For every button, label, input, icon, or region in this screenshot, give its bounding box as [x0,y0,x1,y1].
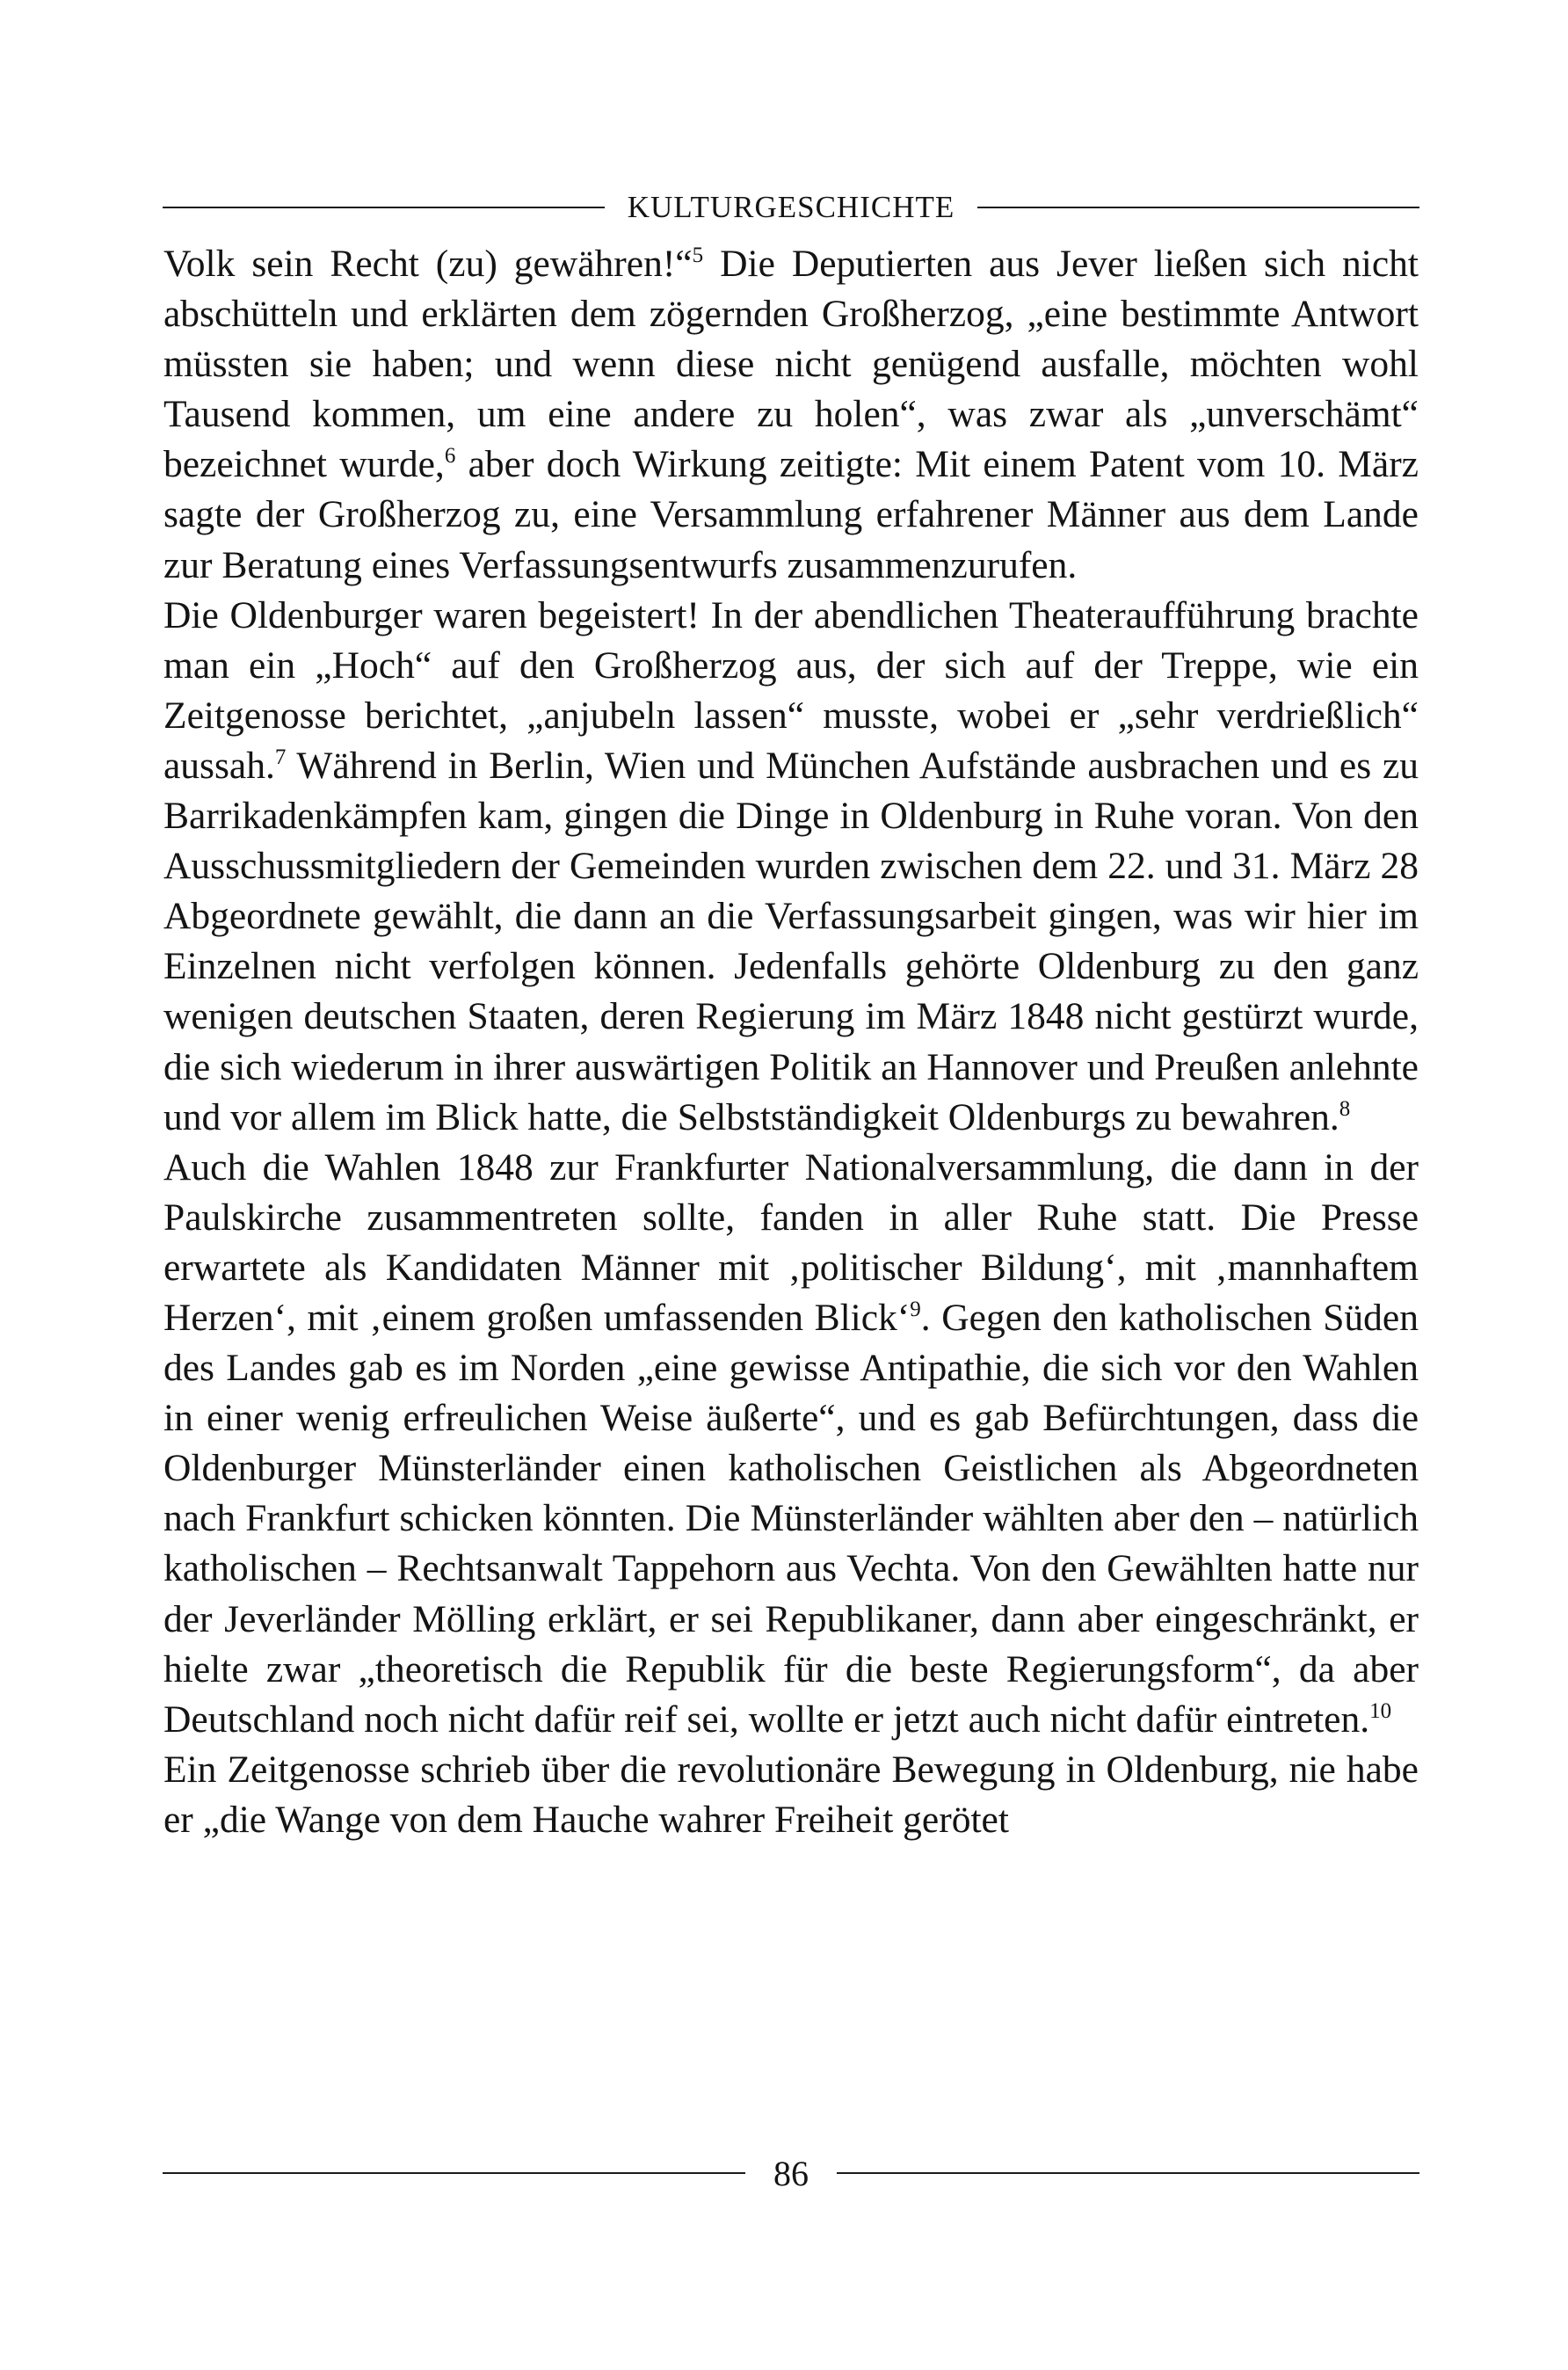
page-footer [163,2148,1419,2198]
text-run: . Gegen den katholischen Süden des Landes gab es im Norden „eine gewisse Antipathie, die sich vor den Wahlen in einer wenig erfreulichen Weise äußerte“, und es gab Befürchtungen, dass die Oldenburger Münsterländer einen katholischen Geistlichen als Abgeordneten nach Frankfurt schicken könnten. Die Münsterländer wählten aber den – natürlich katholischen – Rechtsanwalt Tappehorn aus Vechta. Von den Gewählten hatte nur der Jeverländer Mölling erklärt, er sei Republikaner, dann aber eingeschränkt, er hielte zwar „theoretisch die Republik für die beste Regierungsform“, da aber Deutschland noch nicht dafür reif sei, wollte er jetzt auch nicht dafür eintreten. [163,1296,1419,1741]
text-run: Während in Berlin, Wien und München Aufstände ausbrachen und es zu Barrikadenkämpfen kam, gingen die Dinge in Oldenburg in Ruhe voran. Von den Ausschussmitgliedern der Gemeinden wurden zwischen dem 22. und 31. März 28 Abgeordnete gewählt, die dann an die Verfassungsarbeit gingen, was wir hier im Einzelnen nicht verfolgen können. Jedenfalls gehörte Oldenburg zu den ganz wenigen deutschen Staaten, deren Regierung im März 1848 nicht gestürzt wurde, die sich wiederum in ihrer auswärtigen Politik an Hannover und Preußen anlehnte und vor allem im Blick hatte, die Selbstständigkeit Oldenburgs zu bewahren. [163,744,1419,1138]
running-title: KULTURGESCHICHTE [627,190,955,224]
paragraph [163,239,1419,591]
text-run: Die Oldenburger waren begeistert! In der abendlichen Theateraufführung brachte man ein „Hoch“ auf den Großherzog aus, der sich auf der Treppe, wie ein Zeitgenosse berichtet, „anjubeln lassen“ musste, wobei er „sehr verdrießlich“ aussah. [163,593,1419,787]
text-run: Auch die Wahlen 1848 zur Frankfurter Nationalversammlung, die dann in der Paulskirche zusammentreten sollte, fanden in aller Ruhe statt. Die Presse erwartete als Kandidaten Männer mit ‚politischer Bildung‘, mit ‚mannhaftem Herzen‘, mit ‚einem großen umfassenden Blick‘ [163,1145,1419,1339]
footer-rule-left [163,2172,745,2174]
page-number: 86 [773,2153,809,2193]
footer-rule-right [837,2172,1419,2174]
running-header [163,186,1419,229]
text-run: Volk sein Recht (zu) gewähren!“ [163,243,693,285]
paragraph [163,1143,1419,1745]
footnote-marker: 8 [1339,1096,1351,1121]
text-run: Ein Zeitgenosse schrieb über die revolutionäre Bewegung in Oldenburg, nie habe er „die Wange von dem Hauche wahrer Freiheit gerötet [163,1748,1419,1841]
text-run: aber doch Wirkung zeitigte: Mit einem Patent vom 10. März sagte der Großherzog zu, eine Versammlung erfahrener Männer aus dem Lande zur Beratung eines Verfassungsentwurfs zusammenzurufen. [163,443,1419,586]
footnote-marker: 6 [444,444,456,469]
footnote-marker: 9 [910,1297,921,1321]
footnote-marker: 10 [1369,1698,1392,1723]
text-run: Die Deputierten aus Jever ließen sich nicht abschütteln und erklärten dem zögernden Großherzog, „eine bestimmte Antwort müssten sie haben; und wenn diese nicht genügend ausfalle, möchten wohl Tausend kommen, um eine andere zu holen“, was zwar als „unverschämt“ bezeichnet wurde, [163,243,1419,486]
paragraph [163,591,1419,1143]
paragraph [163,1745,1419,1845]
header-rule-right [977,207,1419,208]
header-rule-left [163,207,605,208]
footnote-marker: 7 [274,745,287,769]
footnote-marker: 5 [692,244,704,267]
body-text [163,239,1419,1845]
